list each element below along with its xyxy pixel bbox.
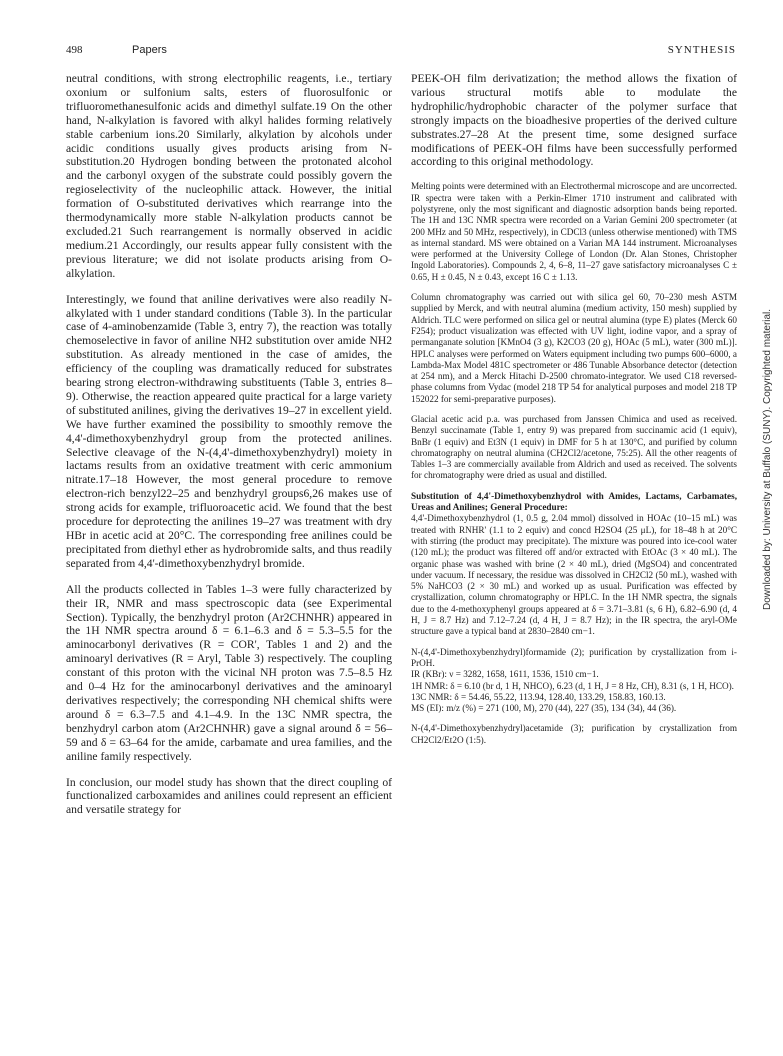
intro-paragraph: PEEK-OH film derivatization; the method allows the fixation of various structural motifs able to modulate the hydrophilic/hydrophobic character of the polymer surface that strongly impacts on the bioadhesive properties of the derived culture substrates.27–28 At the present time, some designed surface modifications of PEEK-OH films have been successfully performed according to this original methodology. xyxy=(411,72,737,169)
compound-entry: N-(4,4'-Dimethoxybenzhydryl)acetamide (3); purification by crystallization from CH2Cl2/Et2O (1:5). xyxy=(411,723,737,745)
page-number: 498 xyxy=(66,44,83,56)
paragraph: All the products collected in Tables 1–3 were fully characterized by their IR, NMR and mass spectroscopic data (see Experimental Section). Typically, the benzhydryl proton (Ar2CHNHR) appeared in the 1H NMR spectra around δ = 6.1–6.3 and δ = 5.3–5.5 for the aminocarbonyl derivatives (R = COR', Tables 1 and 2) and the aminoaryl derivatives (R = Aryl, Table 3) respectively. The coupling constant of this proton with the vicinal NH proton was 7.5–8.5 Hz and 0–4 Hz for the aminocarbonyl derivatives and the aminoaryl derivatives respectively; the corresponding NH chemical shifts were around δ = 6.3–7.5 and 4.1–4.9. In the 13C NMR spectra, the benzhydryl carbon atom (Ar2CHNHR) gave a signal around δ = 56–59 and δ = 63–64 for the amide, carbamate and urea families, and the aniline family respectively. xyxy=(66,582,392,763)
right-column xyxy=(411,72,737,746)
procedure-body: 4,4'-Dimethoxybenzhydrol (1, 0.5 g, 2.04 mmol) dissolved in HOAc (10–15 mL) was treated with RNHR' (1.1 to 2 equiv) and concd H2SO4 (25 μL), for 18–48 h at 20°C with stirring (the product may precipitate). The mixture was poured into ice-cool water (120 mL); the product was filtered off and/or extracted with EtOAc (3 × 40 mL). The organic phase was washed with brine (2 × 40 mL), dried (MgSO4) and concentrated under vacuum. If necessary, the residue was dissolved in CH2Cl2 (50 mL), washed with 5% NaHCO3 (2 × 30 mL) and worked up as usual. Purification was effected by crystallization, column chromatography or HPLC. In the 1H NMR spectra, the signals due to the 4-methoxyphenyl groups appeared at δ = 3.71–3.81 (s, 6 H), 6.82–6.90 (d, 4 H, J = 8.7 Hz) and 7.12–7.24 (d, 4 H, J = 8.7 Hz); in the IR spectra, the aryl-OMe structure gave a typical band at 2830–2840 cm−1. xyxy=(411,513,737,637)
compound-1h-nmr: 1H NMR: δ = 6.10 (br d, 1 H, NHCO), 6.23 (d, 1 H, J = 8 Hz, CH), 8.31 (s, 1 H, HCO). xyxy=(411,680,734,691)
paragraph: neutral conditions, with strong electrophilic reagents, i.e., tertiary oxonium or sulfonium salts, esters of fluorosulfonic or trifluoromethanesulfonic acids and dimethyl sulfate.19 On the other hand, N-alkylation is favored with alkyl halides forming relatively stable carbenium ions.20 Similarly, alkylation by alcohols under acidic conditions usually gives products arising from N-substitution.20 Hydrogen bonding between the protonated alcohol and the carbonyl oxygen of the substrate could possibly govern the regioselectivity of the nucleophilic attack. However, the initial formation of O-substituted derivatives which rearrange into the thermodynamically more stable N-alkylation products cannot be excluded.21 Such rearrangement is normally observed in acidic medium.21 Accordingly, our results appear fully consistent with the previous literature; we did not isolate products arising from O-alkylation. xyxy=(66,72,392,280)
paragraph: In conclusion, our model study has shown that the direct coupling of functionalized carboxamides and anilines could represent an efficient and versatile strategy for xyxy=(66,775,392,817)
experimental-paragraph: Column chromatography was carried out with silica gel 60, 70–230 mesh ASTM supplied by Merck, and with neutral alumina (medium activity, 150 mesh) supplied by Aldrich. TLC were performed on silica gel or neutral alumina (type E) plates (Merck 60 F254); product visualization was effected with UV light, iodine vapor, and a spray of permanganate solution [KMnO4 (3 g), K2CO3 (20 g), HOAc (5 mL), water (300 mL)]. HPLC analyses were performed on Waters equipment including two pumps 600–6000, a Lambda-Max Model 481C spectrometer or 486 Tunable Absorbance detector (detection at 254 nm), and a Merck Hitachi D-2500 chromato-integrator. We used C18 reversed-phase columns from Vydac (model 218 TP 54 for analytical purposes and model 218 TP 152022 for semi-preparative purposes). xyxy=(411,292,737,404)
section-name: Papers xyxy=(132,44,167,56)
page-header xyxy=(66,44,736,60)
experimental-paragraph: Glacial acetic acid p.a. was purchased from Janssen Chimica and used as received. Benzyl succinamate (Table 1, entry 9) was prepared from succinamic acid (1 equiv), BnBr (1 equiv) and Et3N (1 equiv) in DMF for 5 h at 130°C, and purified by column chromatography on neutral alumina (CH2Cl2/acetone, 75:25). All the other reagents of Tables 1–3 are commercially available from Aldrich and used as received. The solvents for chromatography were dried as usual and distilled. xyxy=(411,413,737,481)
download-notice-text: Downloaded by: University at Buffalo (SUNY). Copyrighted material. xyxy=(762,308,773,610)
paragraph: Interestingly, we found that aniline derivatives were also readily N-alkylated with 1 under standard conditions (Table 3). In the particular case of 4-aminobenzamide (Table 3, entry 7), the reaction was totally chemoselective in favor of aniline NH2 substitution over amide NH2 substitution. As already mentioned in the case of amides, the efficiency of the coupling was dramatically reduced for substrates bearing strong electron-withdrawing substituents (Table 3, entries 8–9). Otherwise, the reaction appeared quite practical for a large variety of substituted anilines, giving the derivatives 19–27 in excellent yield. We have further examined the possibility to smoothly remove the 4,4'-dimethoxybenzhydryl group from the protected anilines. Selective cleavage of the N-(4,4'-dimethoxybenzhydryl) moiety in lactams results from an oxidative treatment with ceric ammonium nitrate.17–18 However, the most general procedure to remove electron-rich benzyl22–25 and benzhydryl groups6,26 makes use of strong acids for example, trifluoroacetic acid. We found that the best procedure for deprotecting the anilines 19–27 was treatment with dry HBr in acetic acid at 20°C. The corresponding free anilines could be precipitated from diethyl ether as hydrobromide salts, and thus readily separated from 4,4'-dimethoxybenzhydryl bromide. xyxy=(66,292,392,570)
journal-name: SYNTHESIS xyxy=(667,44,736,56)
procedure-heading: Substitution of 4,4'-Dimethoxybenzhydrol with Amides, Lactams, Carbamates, Ureas and Anilines; General Procedure: xyxy=(411,490,737,513)
compound-ir: IR (KBr): ν = 3282, 1658, 1611, 1536, 1510 cm−1. xyxy=(411,669,599,680)
compound-entry: N-(4,4'-Dimethoxybenzhydryl)formamide (2); purification by crystallization from i-PrOH. xyxy=(411,646,737,668)
experimental-paragraph: Melting points were determined with an Electrothermal microscope and are uncorrected. IR spectra were taken with a Perkin-Elmer 1710 instrument and calibrated with polystyrene, only the most significant and diagnostic adsorption bands being reported. The 1H and 13C NMR spectra were recorded on a Varian Gemini 200 spectrometer (at 200 MHz and 50 MHz, respectively), in CDCl3 (unless otherwise mentioned) with TMS as internal standard. MS were obtained on a Varian MA 144 instrument. Microanalyses were performed at the University College of London (Dr. Alan Stones, Christopher Ingold Laboratories). Compounds 2, 4, 6–8, 11–27 gave satisfactory microanalyses C ± 0.65, H ± 0.45, N ± 0.43, except 16 C ± 1.13. xyxy=(411,181,737,282)
compound-13c-nmr: 13C NMR: δ = 54.46, 55.22, 113.94, 128.40, 133.29, 158.83, 160.13. xyxy=(411,691,666,702)
compound-ms: MS (EI): m/z (%) = 271 (100, M), 270 (44), 227 (35), 134 (34), 44 (36). xyxy=(411,703,677,714)
left-column xyxy=(66,72,392,829)
